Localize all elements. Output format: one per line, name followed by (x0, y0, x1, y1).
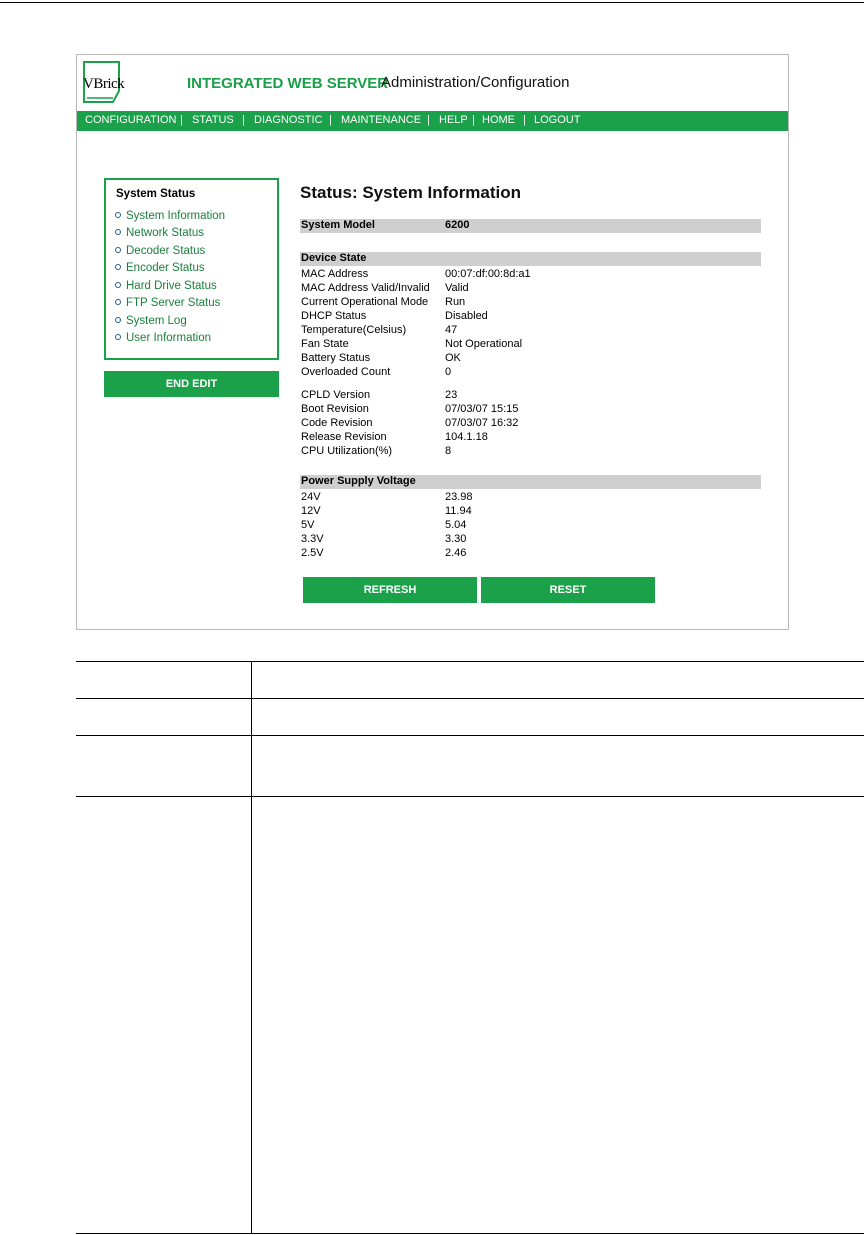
system-model-bar (300, 219, 761, 233)
bullet-icon (115, 334, 121, 340)
sidebar-item-system-information[interactable] (115, 210, 225, 224)
sidebar-item-user-information[interactable] (115, 332, 211, 346)
row-value: 07/03/07 15:15 (445, 403, 519, 415)
page-title: Status: System Information (300, 183, 522, 202)
system-model-value: 6200 (445, 219, 470, 231)
row-label: 12V (301, 505, 321, 517)
row-value: 07/03/07 16:32 (445, 417, 519, 429)
nav-separator: | (180, 114, 183, 126)
status-row (301, 310, 721, 324)
table-rule (76, 796, 864, 797)
row-label: Overloaded Count (301, 366, 391, 378)
row-value: 3.30 (445, 533, 467, 545)
brand-subtitle: Administration/Configuration (381, 74, 570, 91)
vbrick-logo[interactable] (83, 61, 125, 103)
device-state-heading: Device State (301, 252, 367, 264)
row-label: 2.5V (301, 547, 324, 559)
status-row (301, 445, 721, 459)
refresh-button[interactable]: REFRESH (303, 577, 477, 603)
nav-status[interactable]: STATUS (192, 114, 234, 126)
nav-diagnostic[interactable]: DIAGNOSTIC (254, 114, 323, 126)
row-label: 24V (301, 491, 321, 503)
row-value: 00:07:df:00:8d:a1 (445, 268, 531, 280)
nav-logout[interactable]: LOGOUT (534, 114, 581, 126)
nav-maintenance[interactable]: MAINTENANCE (341, 114, 422, 126)
table-rule (76, 735, 864, 736)
status-row (301, 366, 721, 380)
status-row (301, 417, 721, 431)
voltage-row (301, 533, 721, 547)
row-value: 104.1.18 (445, 431, 488, 443)
row-value: 23 (445, 389, 458, 401)
sidebar-item-label: System Log (126, 315, 187, 327)
row-value: 47 (445, 324, 458, 336)
voltage-row (301, 547, 721, 561)
bullet-icon (115, 264, 121, 270)
row-label: Temperature(Celsius) (301, 324, 407, 336)
web-server-screenshot (76, 54, 789, 630)
status-row (301, 431, 721, 445)
header (77, 55, 788, 111)
row-label: Boot Revision (301, 403, 369, 415)
nav-separator: | (242, 114, 245, 126)
sidebar-item-system-log[interactable] (115, 315, 187, 329)
row-value: 0 (445, 366, 452, 378)
bullet-icon (115, 212, 121, 218)
sidebar-item-label: Decoder Status (126, 245, 206, 257)
voltage-row (301, 519, 721, 533)
top-nav-bar (77, 111, 788, 131)
row-label: Battery Status (301, 352, 371, 364)
status-row (301, 338, 721, 352)
row-label: Release Revision (301, 431, 387, 443)
system-status-sidebar (104, 178, 279, 360)
brand-title: INTEGRATED WEB SERVER (187, 75, 389, 92)
row-label: 5V (301, 519, 315, 531)
status-row (301, 403, 721, 417)
sidebar-item-label: Encoder Status (126, 262, 205, 274)
status-row (301, 389, 721, 403)
row-value: 8 (445, 445, 452, 457)
sidebar-item-label: Hard Drive Status (126, 280, 217, 292)
row-label: CPU Utilization(%) (301, 445, 393, 457)
sidebar-item-label: FTP Server Status (126, 297, 221, 309)
row-label: DHCP Status (301, 310, 367, 322)
nav-separator: | (329, 114, 332, 126)
logo-text: VBrick (83, 76, 125, 92)
bullet-icon (115, 299, 121, 305)
sidebar-item-decoder-status[interactable] (115, 245, 205, 259)
row-label: MAC Address (301, 268, 369, 280)
voltage-row (301, 491, 721, 505)
row-value: Run (445, 296, 466, 308)
nav-configuration[interactable]: CONFIGURATION (85, 114, 177, 126)
table-rule (76, 698, 864, 699)
bullet-icon (115, 317, 121, 323)
sidebar-item-label: User Information (126, 332, 212, 344)
sidebar-item-hard-drive-status[interactable] (115, 280, 217, 294)
sidebar-title: System Status (116, 188, 196, 200)
status-row (301, 268, 721, 282)
sidebar-item-encoder-status[interactable] (115, 262, 205, 276)
bullet-icon (115, 247, 121, 253)
row-value: 11.94 (445, 505, 472, 517)
bullet-icon (115, 282, 121, 288)
status-row (301, 324, 721, 338)
row-value: Valid (445, 282, 469, 294)
system-model-label: System Model (301, 219, 375, 231)
row-label: MAC Address Valid/Invalid (301, 282, 430, 294)
row-value: 23.98 (445, 491, 473, 503)
voltage-row (301, 505, 721, 519)
sidebar-item-ftp-server-status[interactable] (115, 297, 220, 311)
row-label: 3.3V (301, 533, 324, 545)
power-supply-heading: Power Supply Voltage (301, 475, 416, 487)
nav-help[interactable]: HELP (439, 114, 468, 126)
row-value: Disabled (445, 310, 488, 322)
sidebar-item-network-status[interactable] (115, 227, 204, 241)
row-label: Fan State (301, 338, 349, 350)
row-value: 2.46 (445, 547, 467, 559)
table-column-divider (251, 661, 252, 1233)
device-state-heading-bar (300, 252, 761, 266)
power-supply-heading-bar (300, 475, 761, 489)
sidebar-item-label: Network Status (126, 227, 204, 239)
nav-separator: | (427, 114, 430, 126)
sidebar-item-label: System Information (126, 210, 226, 222)
nav-separator: | (472, 114, 475, 126)
nav-home[interactable]: HOME (482, 114, 515, 126)
page-top-rule (0, 2, 864, 3)
status-row (301, 352, 721, 366)
row-value: Not Operational (445, 338, 523, 350)
row-label: CPLD Version (301, 389, 371, 401)
table-rule (76, 1233, 864, 1234)
row-label: Code Revision (301, 417, 373, 429)
table-rule (76, 661, 864, 662)
row-value: OK (445, 352, 461, 364)
row-label: Current Operational Mode (301, 296, 429, 308)
row-value: 5.04 (445, 519, 467, 531)
bullet-icon (115, 229, 121, 235)
status-row (301, 282, 721, 296)
end-edit-button[interactable]: END EDIT (104, 371, 279, 397)
nav-separator: | (523, 114, 526, 126)
reset-button[interactable]: RESET (481, 577, 655, 603)
status-row (301, 296, 721, 310)
